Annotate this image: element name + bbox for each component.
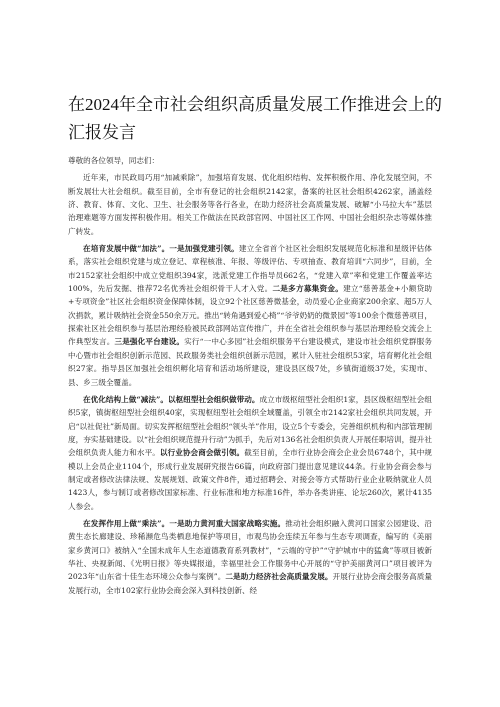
section-subtraction-text-1: 成立市级枢纽型社会组织1家，县区级枢纽型社会组织5家，镇街枢纽型社会组织40家，实现枢纽型社会组织全域覆盖，引领全市2142家社会组织共同发展，开启“以社促社”新局面。切实发挥枢纽型社会组织“领头羊”作用，设立5个专委会，完善组织机构和内部管理制度，夯实基础建设。以“社会组织规范提升行动”为抓手，先后对136名社会组织负责人开展任职培训，提升社会组织负责人能力和水平。 [68, 394, 432, 458]
section-subtraction-text-2: 截至目前，全市行业协会商会企业会员6748个，其中规模以上会员企业1104个，形成行业发展研究报告66篇，向政府部门提出意见建议44条。行业协会商会参与制定或者修改法律法规、发展规划、政策文件8件，通过招聘会、对接会等方式帮助行业企业吸纳就业人员1423人，参与制订或者修改国家标准、行业标准和地方标准16件，举办各类讲座、论坛260次，累计4135人参会。 [68, 448, 433, 511]
section-addition [68, 242, 432, 389]
section-addition-heading-2: 二是多方募集资金。 [272, 284, 344, 294]
section-multiplication [68, 517, 432, 597]
section-addition-text-3: 实行“一中心多园”社会组织服务平台建设模式，建设市社会组织党群服务中心暨市社会组织创新示范园、民政服务类社会组织创新示范园，累计入驻社会组织53家，培育孵化社会组织27家。指导县区加强社会组织孵化培育和活动场所建设，建设县区级7处，乡镇街道级37处，实现市、县、乡三级全覆盖。 [68, 337, 433, 387]
salutation: 尊敬的各位领导，同志们： [68, 156, 160, 165]
section-multiplication-heading-2: 二是助力经济社会高质量发展。 [225, 572, 333, 582]
document-title-line-1: 在2024年全市社会组织高质量发展工作推进会上的 [68, 95, 442, 114]
section-multiplication-text-2: 开展行业协会商会服务高质量发展行动，全市102家行业协会商会深入到科技创新、经 [68, 572, 433, 595]
section-multiplication-heading-1: 一是助力黄河重大国家战略实施。 [169, 518, 286, 528]
section-addition-text-1: 建立全省首个社区社会组织发展规范化标准和星级评估体系，落实社会组织党建与成立登记、章程核准、年报、等级评估、专项抽查、教育培训“六同步”，目前，全市2152家社会组织中成立党组织394家，选派党建工作指导员662名，“党建入章”率和党建工作覆盖率达100%，先后发掘、推荐72名优秀社会组织骨干人才入党。 [68, 244, 432, 294]
document-body [68, 154, 432, 597]
section-subtraction-heading-1: 以枢纽型社会组织做带动。 [168, 394, 260, 404]
document-title-line-2: 汇报发言 [68, 123, 136, 142]
section-addition-heading-1: 一是加强党建引领。 [169, 244, 239, 254]
section-subtraction [68, 393, 432, 513]
section-subtraction-heading-2: 以行业协会商会做引领。 [159, 448, 245, 458]
section-multiplication-text-1: 推动社会组织融入黄河口国家公园建设、沿黄生态长廊建设、珍稀濒危鸟类栖息地保护等项目，市观鸟协会连续五年参与生态专项调查，编写的《美丽家乡黄河口》被纳入“全国未成年人生态道德教育系列教材”，“云端的守护”“守护城市中的猛禽”等项目被新华社、央视新闻、《光明日报》等央媒报道，幸福里社会工作服务中心开展的“守护美丽黄河口”项目被评为2023年“山东省十佳生态环境公众参与案例”。 [68, 518, 432, 582]
section-subtraction-lead: 在优化结构上做“减法”。 [83, 394, 169, 404]
section-multiplication-lead: 在发挥作用上做“乘法”。 [83, 518, 170, 528]
section-addition-heading-3: 三是强化平台建设。 [114, 337, 185, 347]
intro-paragraph: 近年来，市民政局巧用“加减乘除”，加强培育发展、优化组织结构、发挥积极作用、净化发展空间，不断发展壮大社会组织。截至目前，全市有登记的社会组织2142家，备案的社区社会组织4262家，涵盖经济、教育、体育、文化、卫生、社会服务等各行各业，在助力经济社会高质量发展、破解“小马拉大车”基层治理难题等方面发挥积极作用。相关工作做法在民政部官网、中国社区工作网、中国社会组织杂志等媒体推广转发。 [68, 173, 432, 236]
section-addition-lead: 在培育发展中做“加法”。 [83, 244, 170, 254]
section-addition-text-2: 建立“慈善基金+小额贷助+专项资金”社区社会组织资金保障体制，设立92个社区慈善微基金，动员爱心企业商家200余家、超5万人次捐款，累计吸纳社会资金550余万元。推出“转角遇到爱心椅”“爷爷奶奶的微景园”等100余个微慈善项目，探索社区社会组织参与基层治理经验被民政部网站宣传推广，并在全省社会组织参与基层治理经验交流会上作典型发言。 [68, 284, 433, 347]
